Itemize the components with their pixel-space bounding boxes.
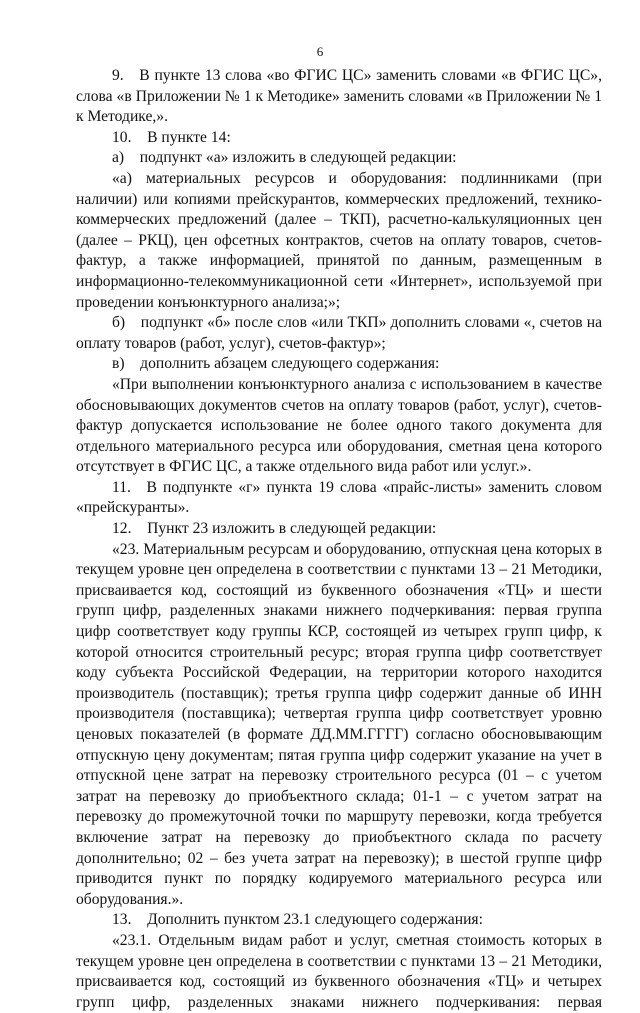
paragraph-item-12: 12. Пункт 23 изложить в следующей редакции: bbox=[112, 520, 437, 538]
document-body bbox=[76, 66, 602, 1013]
paragraph-quote-23-1: «23.1. Отдельным видам работ и услуг, сметная стоимость которых в текущем уровне цен определена в соответствии с пунктами 13 – 21 Методики, присваивается код, состоящий из буквенного обозначения «ТЦ» и четырех групп цифр, разделенных знаками нижнего подчеркивания: первая bbox=[76, 931, 602, 1011]
paragraph-subitem-a: а) подпункт «а» изложить в следующей редакции: bbox=[112, 149, 457, 167]
paragraph-quote-23: «23. Материальным ресурсам и оборудованию, отпускная цена которых в текущем уровне цен определена в соответствии с пунктами 13 – 21 Методики, присваивается код, состоящий из буквенного обозначения «ТЦ» и шести групп цифр, разделенных знаками нижнего подчеркивания: первая группа цифр соответствует коду группы КСР, состоящей из четырех групп цифр, к которой относится строительный ресурс; вторая группа цифр соответствует коду субъекта Российской Федерации, на территории которого находится производитель (поставщик); третья группа цифр содержит данные об ИНН производителя (поставщика); четвертая группа цифр соответствует уровню ценовых показателей (в формате ДД.ММ.ГГГГ) согласно обосновывающим отпускную цену документам; пятая группа цифр содержит указание на учет в отпускной цене затрат на перевозку строительного ресурса (01 – с учетом затрат на перевозку до приобъектного склада; 01-1 – с учетом затрат на перевозку до промежуточной точки по маршруту перевозки, когда требуется включение затрат на перевозку до приобъектного склада по расчету дополнительно; 02 – без учета затрат на перевозку); в шестой группе цифр приводится пункт по порядку кодируемого материального ресурса или оборудования.». bbox=[76, 540, 602, 908]
paragraph-subitem-b: б) подпункт «б» после слов «или ТКП» дополнить словами «, счетов на оплату товаров (работ, услуг), счетов-фактур»; bbox=[76, 314, 602, 352]
paragraph-item-11: 11. В подпункте «г» пункта 19 слова «прайс-листы» заменить словом «прейскуранты». bbox=[76, 478, 602, 517]
paragraph-subitem-v: в) дополнить абзацем следующего содержания: bbox=[112, 355, 440, 373]
paragraph-item-10: 10. В пункте 14: bbox=[112, 128, 231, 146]
paragraph-item-9: 9. В пункте 13 слова «во ФГИС ЦС» заменить словами «в ФГИС ЦС», слова «в Приложении № 1 к Методике» заменить словами «в Приложении № 1 к Методике,». bbox=[76, 67, 602, 126]
page-number: 6 bbox=[316, 44, 324, 59]
paragraph-item-13: 13. Дополнить пунктом 23.1 следующего содержания: bbox=[112, 911, 483, 929]
paragraph-quote-v: «При выполнении конъюнктурного анализа с использованием в качестве обосновывающих документов счетов на оплату товаров (работ, услуг), счетов-фактур допускается использование не более одного такого документа для отдельного материального ресурса или оборудования, сметная цена которого отсутствует в ФГИС ЦС, а также отдельного вида работ или услуг.». bbox=[76, 375, 602, 476]
paragraph-quote-a: «а) материальных ресурсов и оборудования: подлинниками (при наличии) или копиями прейскурантов, коммерческих предложений, технико-коммерческих предложений (далее – ТКП), расчетно-калькуляционных цен (далее – РКЦ), цен офсетных контрактов, счетов на оплату товаров, счетов-фактур, а также информацией, принятой по данным, размещенным в информационно-телекоммуникационной сети «Интернет», используемой при проведении конъюнктурного анализа;»; bbox=[76, 169, 602, 311]
